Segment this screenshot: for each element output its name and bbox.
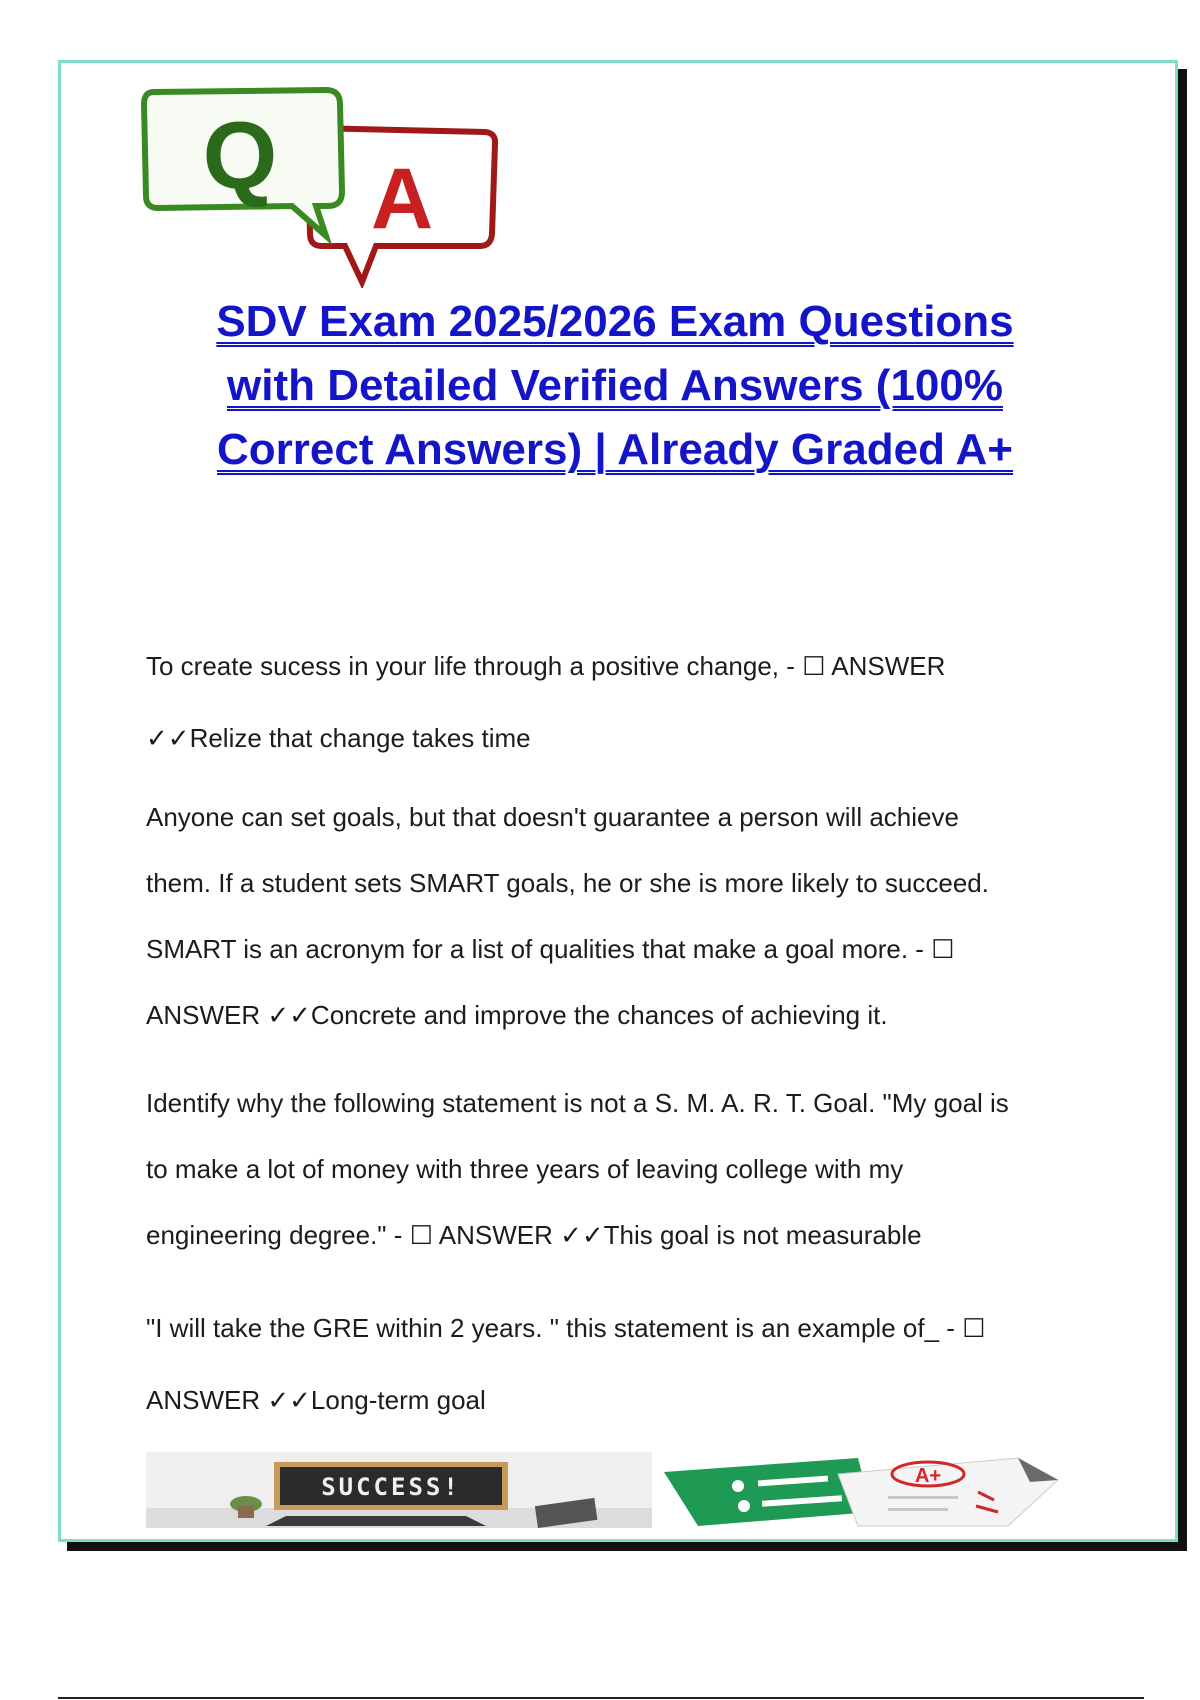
logo-q-letter: Q [202, 102, 278, 209]
footer-divider [58, 1697, 1144, 1699]
title-line-3[interactable]: Correct Answers) | Already Graded A+ [216, 425, 1014, 474]
grade-mark-text: A+ [914, 1465, 942, 1487]
qa-text-line: Anyone can set goals, but that doesn't guarantee a person will achieve [146, 802, 959, 832]
success-sign-text: SUCCESS! [321, 1473, 461, 1501]
qa-item [146, 784, 1106, 1048]
qa-text-line: to make a lot of money with three years of leaving college with my [146, 1154, 904, 1184]
title-line-1[interactable]: SDV Exam 2025/2026 Exam Questions [216, 297, 1014, 346]
qa-text-line: ANSWER ✓✓Concrete and improve the chances of achieving it. [146, 1000, 888, 1030]
qa-text-line: ✓✓Relize that change takes time [146, 723, 531, 753]
logo-a-letter: A [370, 151, 434, 247]
document-title[interactable] [120, 290, 1110, 482]
qa-text-line: To create sucess in your life through a positive change, - ☐ ANSWER [146, 651, 946, 681]
title-line-2[interactable]: with Detailed Verified Answers (100% [227, 361, 1003, 410]
qa-text-line: engineering degree." - ☐ ANSWER ✓✓This goal is not measurable [146, 1220, 922, 1250]
success-chalkboard-icon [146, 1452, 652, 1528]
qa-item [146, 1070, 1106, 1268]
qa-text-line: Identify why the following statement is not a S. M. A. R. T. Goal. "My goal is [146, 1088, 1009, 1118]
qa-text-line: "I will take the GRE within 2 years. " this statement is an example of_ - ☐ [146, 1313, 986, 1343]
qa-item [146, 1292, 1106, 1436]
footer-images [146, 1452, 1076, 1528]
qa-logo-icon [140, 84, 500, 288]
qa-text-line: them. If a student sets SMART goals, he or she is more likely to succeed. [146, 868, 989, 898]
graded-paper-icon [658, 1452, 1078, 1528]
qa-item [146, 630, 1106, 774]
qa-text-line: SMART is an acronym for a list of qualities that make a goal more. - ☐ [146, 934, 955, 964]
qa-text-line: ANSWER ✓✓Long-term goal [146, 1385, 486, 1415]
